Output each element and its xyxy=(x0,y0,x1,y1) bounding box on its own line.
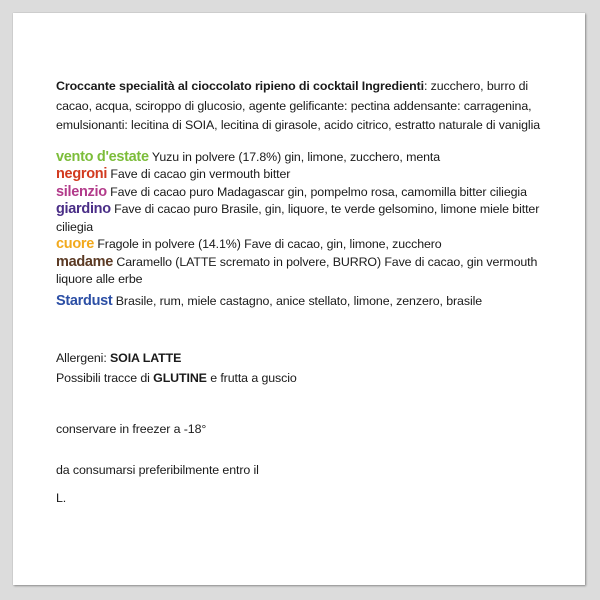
flavor-name-vento-destate: vento d'estate xyxy=(56,148,149,165)
flavor-description: Fave di cacao puro Brasile, gin, liquore, te verde gelsomino, limone miele bitter ciliegia xyxy=(56,202,540,234)
flavor-name-stardust: Stardust xyxy=(56,292,113,309)
flavor-name-cuore: cuore xyxy=(56,236,94,252)
product-name: Croccante specialità al cioccolato ripieno di cocktail xyxy=(56,79,359,93)
traces-allergen: GLUTINE xyxy=(153,371,207,385)
flavor-item xyxy=(56,184,556,202)
flavor-description: Brasile, rum, miele castagno, anice stellato, limone, zenzero, brasile xyxy=(115,293,483,308)
allergens-label: Allergeni: xyxy=(56,351,110,365)
allergens-line xyxy=(56,348,556,368)
label-card xyxy=(13,13,585,585)
allergens-section xyxy=(56,348,556,388)
flavor-name-silenzio: silenzio xyxy=(56,183,107,200)
ingredients-paragraph xyxy=(56,77,556,136)
ingredients-label: Ingredienti xyxy=(361,79,424,93)
flavor-description: Fave di cacao puro Madagascar gin, pompelmo rosa, camomilla bitter ciliegia xyxy=(110,184,527,199)
ingredients-text: : zucchero, burro di cacao, acqua, sciroppo di glucosio, agente gelificante: pectina addensante: carragenina, emulsionanti: lecitina di SOIA, lecitina di girasole, acido citrico, estratto naturale di vaniglia xyxy=(56,79,541,132)
flavor-description: Yuzu in polvere (17.8%) gin, limone, zucchero, menta xyxy=(151,149,441,164)
flavor-description: Caramello (LATTE scremato in polvere, BURRO) Fave di cacao, gin vermouth liquore alle erbe xyxy=(56,254,538,286)
flavor-description: Fragole in polvere (14.1%) Fave di cacao, gin, limone, zucchero xyxy=(97,237,442,251)
flavor-description: Fave di cacao gin vermouth bitter xyxy=(110,167,291,181)
flavor-item xyxy=(56,166,556,184)
lot-number: L. xyxy=(56,491,67,505)
traces-prefix: Possibili tracce di xyxy=(56,371,154,385)
allergens-values: SOIA LATTE xyxy=(110,351,182,365)
flavor-item xyxy=(56,201,556,236)
flavor-name-giardino: giardino xyxy=(56,201,111,217)
flavor-name-negroni: negroni xyxy=(56,166,108,182)
flavor-item xyxy=(56,236,556,254)
traces-suffix: e frutta a guscio xyxy=(206,371,297,385)
flavor-item xyxy=(56,149,556,167)
traces-line xyxy=(56,368,556,388)
flavor-name-madame: madame xyxy=(56,253,114,270)
label-content xyxy=(56,77,556,508)
flavor-item xyxy=(56,293,556,311)
storage-instructions: conservare in freezer a -18° xyxy=(56,422,207,436)
flavor-item xyxy=(56,254,556,289)
best-before: da consumarsi preferibilmente entro il xyxy=(56,463,259,477)
flavor-list xyxy=(56,149,556,311)
